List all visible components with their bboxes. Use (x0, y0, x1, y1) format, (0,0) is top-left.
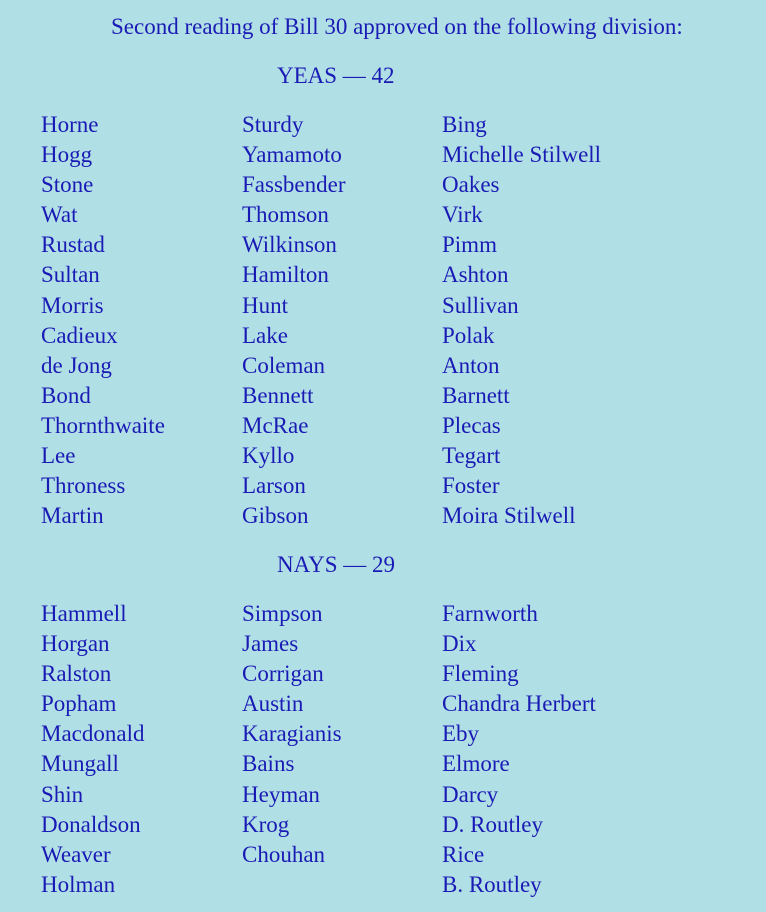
member-name: Lake (242, 322, 288, 348)
member-name: Popham (41, 691, 117, 717)
member-name: Virk (442, 202, 483, 228)
member-name: Oakes (442, 172, 500, 198)
member-name: Larson (242, 473, 306, 499)
member-name: Heyman (242, 781, 320, 807)
member-name: Hogg (41, 142, 93, 168)
member-name: Shin (41, 781, 84, 807)
member-name: Chandra Herbert (442, 691, 596, 717)
member-name: Hammell (41, 601, 127, 626)
member-name: Bond (41, 382, 91, 408)
member-name: Darcy (442, 781, 499, 807)
member-name: Fleming (442, 661, 519, 687)
member-name: Anton (442, 352, 500, 378)
member-name: Foster (442, 473, 500, 499)
member-name: Ashton (442, 262, 509, 288)
member-name: Elmore (442, 751, 510, 777)
member-name: Bennett (242, 382, 314, 408)
member-name: Thomson (242, 202, 329, 228)
member-name: Pimm (442, 232, 497, 258)
member-name: Stone (41, 172, 94, 198)
yeas-column-3 (442, 110, 601, 531)
member-name: Corrigan (242, 661, 324, 687)
member-name: Polak (442, 322, 495, 348)
member-name: McRae (242, 412, 309, 438)
member-name: Sullivan (442, 292, 519, 318)
member-name: Kyllo (242, 443, 295, 469)
nays-column-3 (442, 599, 596, 900)
yeas-column-1 (41, 110, 165, 531)
member-name: Wat (41, 202, 78, 228)
member-name: Bing (442, 112, 487, 137)
member-name: Eby (442, 721, 480, 747)
nays-heading: NAYS — 29 (277, 552, 396, 577)
member-name: Wilkinson (242, 232, 337, 258)
member-name: Rice (442, 841, 485, 867)
member-name: Sturdy (242, 112, 304, 137)
member-name: Macdonald (41, 721, 145, 747)
member-name: James (242, 631, 299, 657)
member-name: Plecas (442, 412, 501, 438)
member-name: Throness (41, 473, 126, 499)
member-name: Donaldson (41, 811, 141, 837)
member-name: Thornthwaite (41, 412, 165, 438)
member-name: Horgan (41, 631, 110, 657)
member-name: Michelle Stilwell (442, 142, 602, 168)
member-name: Sultan (41, 262, 100, 288)
yeas-heading: YEAS — 42 (277, 63, 395, 88)
member-name: de Jong (41, 352, 112, 378)
member-name: Karagianis (242, 721, 342, 747)
member-name: Ralston (41, 661, 112, 687)
member-name: Martin (41, 503, 104, 529)
member-name: B. Routley (442, 871, 542, 897)
member-name: Lee (41, 443, 76, 469)
member-name: Morris (41, 292, 104, 318)
member-name: Austin (242, 691, 304, 717)
member-name: Hunt (242, 292, 288, 318)
member-name: Bains (242, 751, 295, 777)
member-name: Rustad (41, 232, 105, 258)
member-name: Weaver (41, 841, 111, 867)
member-name: Tegart (442, 443, 501, 469)
member-name: Horne (41, 112, 99, 137)
member-name: Fassbender (242, 172, 346, 198)
member-name: Simpson (242, 601, 323, 626)
member-name: Krog (242, 811, 290, 837)
member-name: Hamilton (242, 262, 329, 288)
member-name: Moira Stilwell (442, 503, 576, 529)
member-name: Gibson (242, 503, 309, 529)
member-name: Dix (442, 631, 477, 657)
member-name: Farnworth (442, 601, 538, 626)
member-name: Mungall (41, 751, 119, 777)
nays-column-1 (41, 599, 144, 900)
yeas-column-2 (242, 110, 345, 531)
nays-column-2 (242, 599, 342, 870)
member-name: Holman (41, 871, 116, 897)
member-name: D. Routley (442, 811, 543, 837)
member-name: Yamamoto (242, 142, 342, 168)
member-name: Barnett (442, 382, 510, 408)
member-name: Chouhan (242, 841, 326, 867)
division-intro: Second reading of Bill 30 approved on the following division: (111, 14, 683, 39)
member-name: Cadieux (41, 322, 118, 348)
member-name: Coleman (242, 352, 326, 378)
